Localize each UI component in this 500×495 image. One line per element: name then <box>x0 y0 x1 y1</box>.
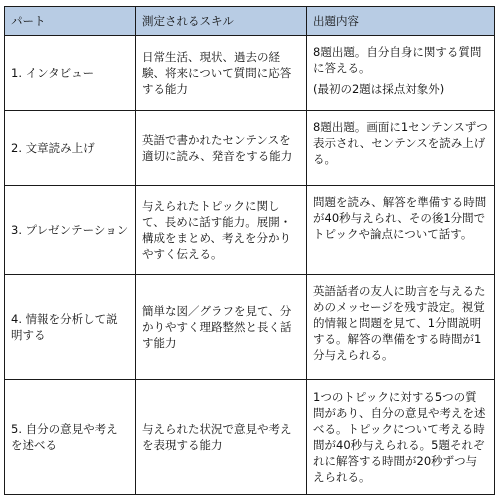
content-cell: 8題出題。画面に1センテンスずつ表示され、センテンスを読み上げる。 <box>307 111 495 186</box>
part-cell: 5. 自分の意見や考えを述べる <box>5 380 136 495</box>
content-note: (最初の2題は採点対象外) <box>313 82 445 96</box>
part-cell: 1. インタビュー <box>5 36 136 111</box>
content-cell <box>307 36 495 111</box>
part-cell: 2. 文章読み上げ <box>5 111 136 186</box>
table-row <box>5 111 495 186</box>
header-row <box>5 7 495 36</box>
table-row <box>5 380 495 495</box>
part-cell: 3. プレゼンテーション <box>5 186 136 275</box>
skill-cell: 英語で書かれたセンテンスを適切に読み、発音をする能力 <box>136 111 307 186</box>
content-cell: 問題を読み、解答を準備する時間が40秒与えられ、その後1分間でトピックや論点について話す。 <box>307 186 495 275</box>
header-content: 出題内容 <box>307 7 495 36</box>
table-row <box>5 186 495 275</box>
content-cell: 1つのトピックに対する5つの質問があり、自分の意見や考えを述べる。トピックについて考える時間が40秒与えられる。5題それぞれに解答する時間が20秒ずつ与えられる。 <box>307 380 495 495</box>
header-part: パート <box>5 7 136 36</box>
skill-cell: 日常生活、現状、過去の経験、将来について質問に応答する能力 <box>136 36 307 111</box>
table-container <box>4 6 495 495</box>
part-cell: 4. 情報を分析して説明する <box>5 275 136 380</box>
skill-cell: 与えられた状況で意見や考えを表現する能力 <box>136 380 307 495</box>
content-cell: 英語話者の友人に助言を与えるためのメッセージを残す設定。視覚的情報と問題を見て、1分間説明する。解答の準備をする時間が1分与えられる。 <box>307 275 495 380</box>
header-skill: 測定されるスキル <box>136 7 307 36</box>
content-text: 8題出題。自分自身に関する質問に答える。 <box>313 45 482 75</box>
speaking-test-table <box>4 6 495 495</box>
skill-cell: 与えられたトピックに関して、長めに話す能力。展開・構成をまとめ、考えを分かりやすく伝える。 <box>136 186 307 275</box>
table-row <box>5 36 495 111</box>
table-row <box>5 275 495 380</box>
skill-cell: 簡単な図／グラフを見て、分かりやすく理路整然と長く話す能力 <box>136 275 307 380</box>
